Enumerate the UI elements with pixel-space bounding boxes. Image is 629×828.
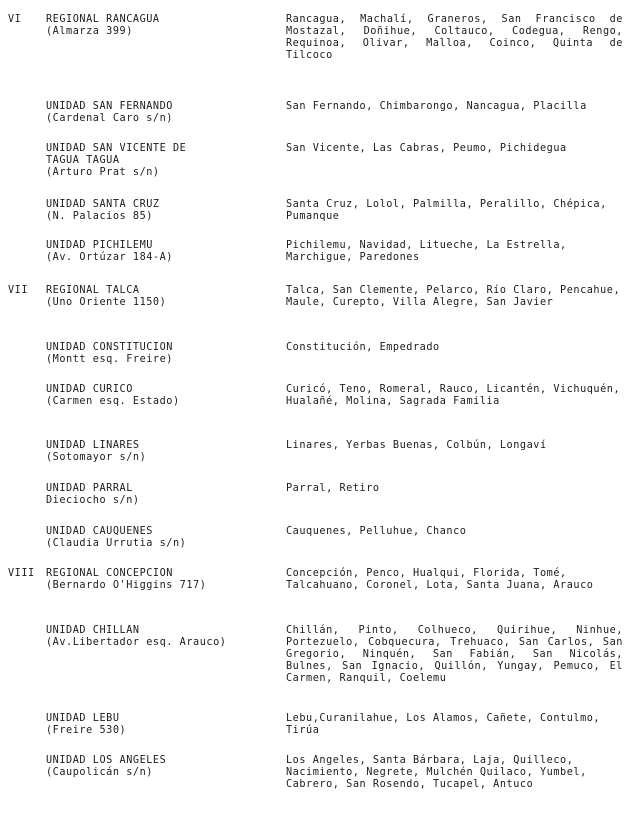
office-address: (Bernardo O'Higgins 717) <box>46 580 207 591</box>
communes-list: Constitución, Empedrado <box>286 342 440 353</box>
office-info <box>46 440 276 464</box>
office-address: (Montt esq. Freire) <box>46 354 173 365</box>
office-name: UNIDAD SANTA CRUZ <box>46 199 160 210</box>
office-info <box>46 755 276 779</box>
communes-list: Lebu,Curanilahue, Los Alamos, Cañete, Contulmo, Tirúa <box>286 713 601 736</box>
office-address: (Freire 530) <box>46 725 127 736</box>
office-address: (N. Palacios 85) <box>46 211 153 222</box>
office-info <box>46 240 276 264</box>
office-address: Dieciocho s/n) <box>46 495 140 506</box>
office-address: (Almarza 399) <box>46 26 133 37</box>
communes-list: Parral, Retiro <box>286 483 380 494</box>
office-info <box>46 285 276 309</box>
communes-list: Pichilemu, Navidad, Litueche, La Estrella, Marchigue, Paredones <box>286 240 567 263</box>
communes-list: San Vicente, Las Cabras, Peumo, Pichidegua <box>286 143 567 154</box>
communes-list: Rancagua, Machalí, Graneros, San Francisco de Mostazal, Doñihue, Coltauco, Codegua, Rengo, Requinoa, Olivar, Malloa, Coinco, Quinta de Tilcoco <box>286 14 623 61</box>
office-address: (Claudia Urrutia s/n) <box>46 538 187 549</box>
communes-list: Santa Cruz, Lolol, Palmilla, Peralillo, Chépica, Pumanque <box>286 199 607 222</box>
office-info <box>46 483 276 507</box>
office-name: REGIONAL RANCAGUA <box>46 14 160 25</box>
office-address: (Av.Libertador esq. Arauco) <box>46 637 227 648</box>
office-address: (Av. Ortúzar 184-A) <box>46 252 173 263</box>
office-address: (Cardenal Caro s/n) <box>46 113 173 124</box>
office-name: UNIDAD LEBU <box>46 713 120 724</box>
office-name: UNIDAD CURICO <box>46 384 133 395</box>
office-info <box>46 14 276 38</box>
office-info <box>46 384 276 408</box>
office-name: UNIDAD CONSTITUCION <box>46 342 173 353</box>
region-number: VII <box>8 285 29 296</box>
office-address: (Arturo Prat s/n) <box>46 167 160 178</box>
office-info <box>46 143 276 179</box>
communes-list: Chillán, Pinto, Colhueco, Quirihue, Ninhue, Portezuelo, Cobquecura, Trehuaco, San Carlos, San Gregorio, Ninquén, San Fabián, San Nicolás, Bulnes, San Ignacio, Quillón, Yungay, Pemuco, El Carmen, Ranquil, Coelemu <box>286 625 623 684</box>
communes-list: Curicó, Teno, Romeral, Rauco, Licantén, Vichuquén, Hualañé, Molina, Sagrada Familia <box>286 384 621 407</box>
communes-list: San Fernando, Chimbarongo, Nancagua, Placilla <box>286 101 587 112</box>
communes-list: Cauquenes, Pelluhue, Chanco <box>286 526 467 537</box>
region-number: VIII <box>8 568 35 579</box>
office-info <box>46 342 276 366</box>
office-name: UNIDAD PICHILEMU <box>46 240 153 251</box>
office-address: (Uno Oriente 1150) <box>46 297 167 308</box>
office-name: UNIDAD LINARES <box>46 440 140 451</box>
office-name: UNIDAD SAN VICENTE DE <box>46 143 187 154</box>
office-info <box>46 713 276 737</box>
communes-list: Concepción, Penco, Hualqui, Florida, Tomé, Talcahuano, Coronel, Lota, Santa Juana, Arauco <box>286 568 594 591</box>
region-number: VI <box>8 14 22 25</box>
office-name: UNIDAD CAUQUENES <box>46 526 153 537</box>
office-info <box>46 199 276 223</box>
office-info <box>46 526 276 550</box>
office-name: UNIDAD PARRAL <box>46 483 133 494</box>
communes-list: Los Angeles, Santa Bárbara, Laja, Quilleco, Nacimiento, Negrete, Mulchén Quilaco, Yumbel, Cabrero, San Rosendo, Tucapel, Antuco <box>286 755 587 790</box>
office-name: UNIDAD LOS ANGELES <box>46 755 167 766</box>
communes-list: Linares, Yerbas Buenas, Colbún, Longaví <box>286 440 547 451</box>
office-name-continued: TAGUA TAGUA <box>46 155 120 166</box>
office-address: (Carmen esq. Estado) <box>46 396 180 407</box>
office-name: REGIONAL TALCA <box>46 285 140 296</box>
office-info <box>46 101 276 125</box>
office-address: (Sotomayor s/n) <box>46 452 147 463</box>
office-address: (Caupolicán s/n) <box>46 767 153 778</box>
office-name: REGIONAL CONCEPCION <box>46 568 173 579</box>
office-info <box>46 625 276 649</box>
office-name: UNIDAD CHILLAN <box>46 625 140 636</box>
office-name: UNIDAD SAN FERNANDO <box>46 101 173 112</box>
office-info <box>46 568 276 592</box>
communes-list: Talca, San Clemente, Pelarco, Río Claro, Pencahue, Maule, Curepto, Villa Alegre, San Javier <box>286 285 621 308</box>
